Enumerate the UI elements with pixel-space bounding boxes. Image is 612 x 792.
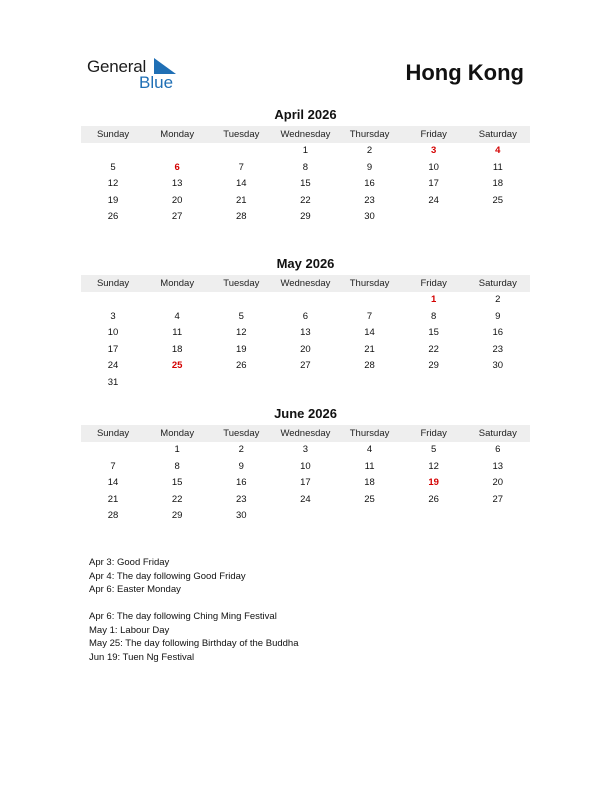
empty-cell — [209, 292, 273, 309]
month-june — [81, 406, 530, 525]
weekday-label: Monday — [160, 129, 195, 140]
day-cell: 13 — [300, 327, 311, 339]
holiday-notes — [89, 556, 298, 664]
holiday-note: May 25: The day following Birthday of the Buddha — [89, 638, 299, 649]
day-cell: 17 — [428, 178, 439, 190]
day-cell: 23 — [236, 493, 247, 505]
weekday-label: Friday — [420, 428, 447, 439]
day-cell: 9 — [366, 161, 373, 173]
day-cell: 18 — [492, 178, 504, 190]
empty-cell — [338, 375, 402, 392]
day-cell: 21 — [364, 343, 375, 355]
day-cell: 24 — [107, 360, 119, 372]
empty-cell — [145, 143, 209, 160]
day-cell: 17 — [107, 343, 119, 355]
holiday-note: May 1: Labour Day — [89, 624, 170, 636]
day-cell: 3 — [302, 444, 309, 455]
logo-word-blue: Blue — [139, 73, 174, 92]
week-row — [81, 143, 530, 160]
day-cell: 11 — [172, 327, 183, 339]
day-cell: 31 — [107, 376, 119, 388]
day-cell: 23 — [364, 194, 375, 206]
weekday-label: Saturday — [478, 278, 517, 289]
day-cell: 20 — [492, 477, 504, 489]
day-cell: 25 — [171, 360, 183, 372]
day-cell: 16 — [236, 477, 247, 489]
day-cell: 2 — [238, 444, 244, 455]
day-cell: 22 — [428, 343, 439, 355]
day-cell: 28 — [364, 360, 375, 372]
day-cell: 20 — [300, 343, 311, 355]
day-cell: 26 — [236, 360, 247, 372]
day-cell: 15 — [300, 178, 311, 190]
day-cell: 26 — [107, 211, 119, 223]
day-cell: 8 — [174, 460, 180, 472]
day-cell: 15 — [171, 477, 183, 489]
day-cell: 28 — [107, 510, 119, 522]
day-cell: 29 — [171, 510, 183, 522]
week-row — [81, 193, 530, 210]
week-row — [81, 209, 530, 226]
day-cell: 25 — [364, 493, 375, 505]
day-cell: 12 — [428, 460, 439, 472]
day-cell: 18 — [171, 343, 183, 355]
week-row — [81, 459, 530, 476]
week-row — [81, 375, 530, 392]
weekday-header — [81, 126, 530, 143]
holiday-note: Apr 3: Good Friday — [89, 557, 170, 568]
day-cell: 19 — [236, 343, 247, 355]
generalblue-logo — [87, 55, 187, 95]
empty-cell — [81, 292, 145, 309]
day-cell: 26 — [428, 493, 439, 505]
day-cell: 20 — [171, 194, 183, 206]
day-cell: 12 — [107, 178, 119, 190]
weekday-label: Saturday — [478, 428, 517, 439]
day-cell: 5 — [431, 444, 437, 455]
empty-cell — [466, 508, 530, 525]
day-cell: 17 — [300, 477, 311, 489]
day-cell: 29 — [428, 360, 439, 372]
empty-cell — [145, 292, 209, 309]
day-cell: 12 — [236, 327, 247, 339]
empty-cell — [338, 508, 402, 525]
day-cell: 22 — [171, 493, 183, 505]
weekday-label: Sunday — [96, 129, 130, 140]
holiday-note: Jun 19: Tuen Ng Festival — [89, 651, 195, 663]
empty-cell — [273, 292, 337, 309]
day-cell: 2 — [495, 294, 501, 305]
day-cell: 7 — [238, 161, 244, 173]
empty-cell — [273, 508, 337, 525]
day-cell: 24 — [300, 493, 311, 505]
holiday-note: Apr 6: The day following Ching Ming Festival — [89, 611, 277, 622]
day-cell: 30 — [236, 510, 247, 522]
day-cell: 6 — [495, 444, 501, 455]
week-row — [81, 342, 530, 359]
day-cell: 27 — [492, 493, 504, 505]
day-cell: 5 — [238, 310, 244, 322]
week-row — [81, 492, 530, 509]
day-cell: 3 — [431, 145, 437, 156]
weekday-label: Tuesday — [223, 428, 260, 439]
day-cell: 28 — [236, 211, 247, 223]
week-row — [81, 475, 530, 492]
day-cell: 16 — [492, 327, 504, 339]
week-row — [81, 325, 530, 342]
day-cell: 10 — [300, 460, 311, 472]
day-cell: 2 — [366, 145, 373, 156]
day-cell: 19 — [107, 194, 119, 206]
day-cell: 11 — [364, 460, 375, 472]
holiday-note: Apr 4: The day following Good Friday — [89, 570, 246, 582]
day-cell: 6 — [174, 161, 180, 173]
day-cell: 5 — [110, 161, 116, 173]
holiday-note: Apr 6: Easter Monday — [89, 584, 181, 595]
month-title: June 2026 — [274, 406, 337, 421]
day-cell: 18 — [364, 477, 375, 489]
logo-triangle-icon — [154, 58, 176, 74]
day-cell: 1 — [431, 294, 437, 305]
notes-spacer — [89, 597, 298, 611]
weekday-label: Wednesday — [280, 278, 331, 289]
day-cell: 3 — [110, 310, 116, 322]
weekday-label: Friday — [420, 129, 447, 140]
weekday-label: Monday — [160, 278, 195, 289]
weekday-label: Wednesday — [280, 428, 331, 439]
day-cell: 4 — [174, 310, 180, 322]
day-cell: 30 — [492, 360, 504, 372]
weekday-label: Tuesday — [223, 278, 260, 289]
empty-cell — [402, 508, 466, 525]
empty-cell — [466, 375, 530, 392]
empty-cell — [402, 209, 466, 226]
week-row — [81, 508, 530, 525]
day-cell: 14 — [107, 477, 119, 489]
month-title: May 2026 — [276, 256, 335, 271]
day-cell: 23 — [492, 343, 504, 355]
empty-cell — [81, 143, 145, 160]
day-cell: 16 — [364, 178, 375, 190]
week-row — [81, 442, 530, 459]
day-cell: 4 — [495, 145, 501, 156]
weekday-label: Tuesday — [223, 129, 260, 140]
weekday-header — [81, 275, 530, 292]
day-cell: 27 — [300, 360, 311, 372]
week-row — [81, 309, 530, 326]
empty-cell — [81, 442, 145, 459]
day-cell: 29 — [300, 211, 311, 223]
day-cell: 1 — [302, 145, 309, 156]
day-cell: 19 — [428, 477, 439, 489]
day-cell: 1 — [174, 444, 180, 455]
day-cell: 22 — [300, 194, 311, 206]
weekday-header — [81, 425, 530, 442]
day-cell: 24 — [428, 194, 439, 206]
empty-cell — [466, 209, 530, 226]
day-cell: 15 — [428, 327, 439, 339]
day-cell: 14 — [364, 327, 375, 339]
day-cell: 21 — [236, 194, 247, 206]
day-cell: 27 — [171, 211, 183, 223]
weekday-label: Wednesday — [280, 129, 331, 140]
day-cell: 6 — [302, 310, 309, 322]
weekday-label: Sunday — [96, 278, 130, 289]
weekday-label: Thursday — [349, 428, 390, 439]
day-cell: 11 — [492, 161, 503, 173]
empty-cell — [402, 375, 466, 392]
empty-cell — [273, 375, 337, 392]
week-row — [81, 358, 530, 375]
day-cell: 25 — [492, 194, 504, 206]
logo-word-general: General — [87, 57, 147, 76]
day-cell: 13 — [171, 178, 183, 190]
day-cell: 7 — [110, 460, 116, 472]
empty-cell — [209, 143, 273, 160]
week-row — [81, 176, 530, 193]
weekday-label: Friday — [420, 278, 447, 289]
weekday-label: Saturday — [478, 129, 517, 140]
weekday-label: Thursday — [349, 129, 390, 140]
month-title: April 2026 — [274, 107, 337, 122]
empty-cell — [338, 292, 402, 309]
day-cell: 13 — [492, 460, 504, 472]
country-title: Hong Kong — [405, 60, 524, 85]
day-cell: 9 — [238, 460, 244, 472]
day-cell: 8 — [302, 161, 309, 173]
day-cell: 7 — [366, 310, 373, 322]
empty-cell — [209, 375, 273, 392]
day-cell: 9 — [495, 310, 501, 322]
day-cell: 21 — [107, 493, 119, 505]
weekday-label: Thursday — [349, 278, 390, 289]
month-may — [81, 256, 530, 392]
weekday-label: Monday — [160, 428, 195, 439]
month-april — [81, 107, 530, 226]
day-cell: 10 — [107, 327, 119, 339]
day-cell: 30 — [364, 211, 375, 223]
day-cell: 10 — [428, 161, 439, 173]
day-cell: 4 — [366, 444, 373, 455]
week-row — [81, 292, 530, 309]
day-cell: 8 — [431, 310, 437, 322]
empty-cell — [145, 375, 209, 392]
weekday-label: Sunday — [96, 428, 130, 439]
day-cell: 14 — [236, 178, 247, 190]
week-row — [81, 160, 530, 177]
